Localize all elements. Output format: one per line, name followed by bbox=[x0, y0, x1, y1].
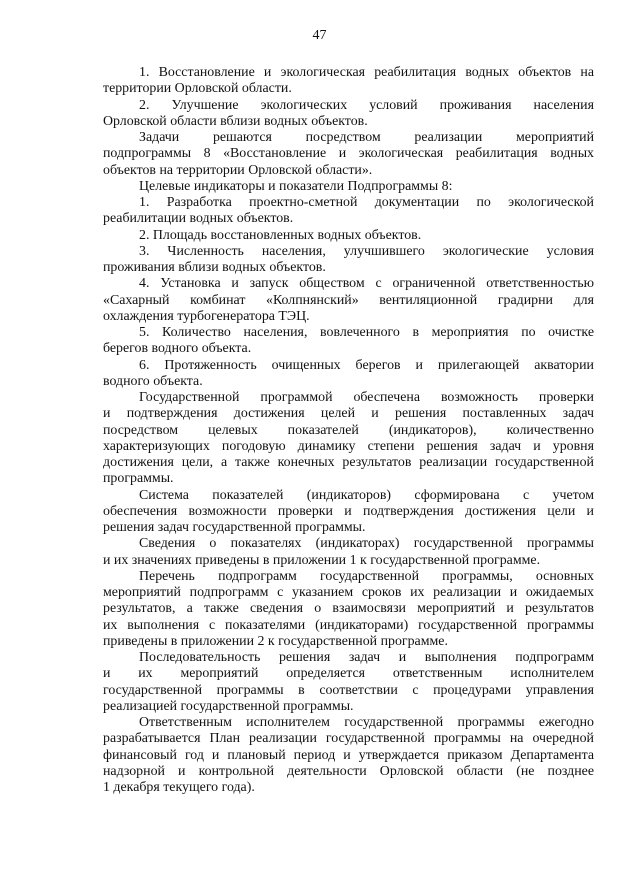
text-line: 5. Количество населения, вовлеченного в мероприятия по очистке bbox=[139, 325, 594, 340]
paragraph bbox=[103, 390, 594, 488]
text-line: Государственной программой обеспечена возможность проверки bbox=[139, 390, 594, 405]
paragraph bbox=[103, 569, 594, 650]
text-line: охлаждения турбогенератора ТЭЦ. bbox=[103, 308, 310, 324]
paragraph bbox=[103, 195, 594, 228]
text-line: результатов, а также сведения о взаимосвязи мероприятий и результатов bbox=[103, 601, 594, 617]
text-line: характеризующих погодовую динамику степени решения задач и уровня bbox=[103, 438, 594, 454]
text-line: и их значениях приведены в приложении 1 к государственной программе. bbox=[103, 552, 541, 568]
text-line: и их мероприятий определяется ответственным исполнителем bbox=[103, 666, 594, 682]
paragraph bbox=[103, 228, 594, 244]
paragraph bbox=[103, 650, 594, 715]
page-number: 47 bbox=[312, 28, 327, 43]
text-line: 1. Восстановление и экологическая реабилитация водных объектов на bbox=[139, 65, 594, 80]
text-line: 1 декабря текущего года). bbox=[103, 780, 255, 795]
text-line: Последовательность решения задач и выполнения подпрограмм bbox=[139, 650, 594, 665]
text-line: объектов на территории Орловской области». bbox=[103, 162, 373, 178]
text-line: достижения цели, а также конечных результатов реализации государственной bbox=[103, 455, 594, 470]
text-line: 3. Численность населения, улучшившего экологические условия bbox=[139, 243, 594, 259]
paragraph bbox=[103, 325, 594, 358]
text-line: 6. Протяженность очищенных берегов и прилегающей акватории bbox=[139, 357, 594, 373]
paragraph bbox=[103, 488, 594, 537]
text-line: 4. Установка и запуск обществом с ограниченной ответственностью bbox=[139, 276, 594, 292]
text-line: Система показателей (индикаторов) сформирована с учетом bbox=[139, 487, 594, 503]
text-line: 2. Площадь восстановленных водных объектов. bbox=[139, 227, 422, 243]
paragraph bbox=[103, 130, 594, 179]
text-line: «Сахарный комбинат «Колпнянский» вентиляционной градирни для bbox=[103, 292, 594, 308]
paragraph bbox=[103, 98, 594, 131]
text-line: их выполнения с показателями (индикаторами) государственной программы bbox=[103, 617, 594, 633]
text-line: надзорной и контрольной деятельности Орловской области (не позднее bbox=[103, 763, 594, 779]
paragraph bbox=[103, 244, 594, 277]
text-line: Ответственным исполнителем государственной программы ежегодно bbox=[139, 715, 594, 730]
text-line: 1. Разработка проектно-сметной документации по экологической bbox=[139, 195, 594, 210]
text-line: посредством целевых показателей (индикаторов), количественно bbox=[103, 422, 594, 438]
text-line: мероприятий подпрограмм с указанием сроков их реализации и ожидаемых bbox=[103, 585, 594, 600]
text-line: Орловской области вблизи водных объектов. bbox=[103, 113, 368, 129]
paragraph bbox=[103, 179, 594, 195]
text-line: реабилитации водных объектов. bbox=[103, 211, 294, 227]
text-line: разрабатывается План реализации государственной программы на очередной bbox=[103, 731, 594, 747]
text-line: решения задач государственной программы. bbox=[103, 520, 366, 535]
text-line: программы. bbox=[103, 471, 174, 487]
text-line: Задачи решаются посредством реализации мероприятий bbox=[139, 130, 594, 145]
paragraph bbox=[103, 65, 594, 98]
text-line: Сведения о показателях (индикаторах) государственной программы bbox=[139, 536, 594, 552]
text-line: территории Орловской области. bbox=[103, 81, 292, 97]
text-line: Целевые индикаторы и показатели Подпрограммы 8: bbox=[139, 178, 453, 194]
text-line: Перечень подпрограмм государственной программы, основных bbox=[139, 568, 594, 584]
paragraph bbox=[103, 536, 594, 569]
text-line: обеспечения возможности проверки и подтверждения достижения цели и bbox=[103, 503, 594, 519]
text-line: приведены в приложении 2 к государственной программе. bbox=[103, 633, 448, 649]
text-line: государственной программы в соответствии с процедурами управления bbox=[103, 682, 594, 698]
text-line: подпрограммы 8 «Восстановление и экологическая реабилитация водных bbox=[103, 146, 594, 162]
text-line: реализацией государственной программы. bbox=[103, 698, 354, 714]
document-body bbox=[103, 65, 594, 796]
text-line: финансовый год и плановый период и утверждается приказом Департамента bbox=[103, 747, 594, 763]
text-line: берегов водного объекта. bbox=[103, 341, 252, 357]
text-line: проживания вблизи водных объектов. bbox=[103, 260, 326, 275]
paragraph bbox=[103, 276, 594, 325]
text-line: 2. Улучшение экологических условий проживания населения bbox=[139, 97, 594, 113]
text-line: и подтверждения достижения целей и решения поставленных задач bbox=[103, 406, 594, 422]
paragraph bbox=[103, 358, 594, 391]
text-line: водного объекта. bbox=[103, 373, 203, 389]
paragraph bbox=[103, 715, 594, 796]
